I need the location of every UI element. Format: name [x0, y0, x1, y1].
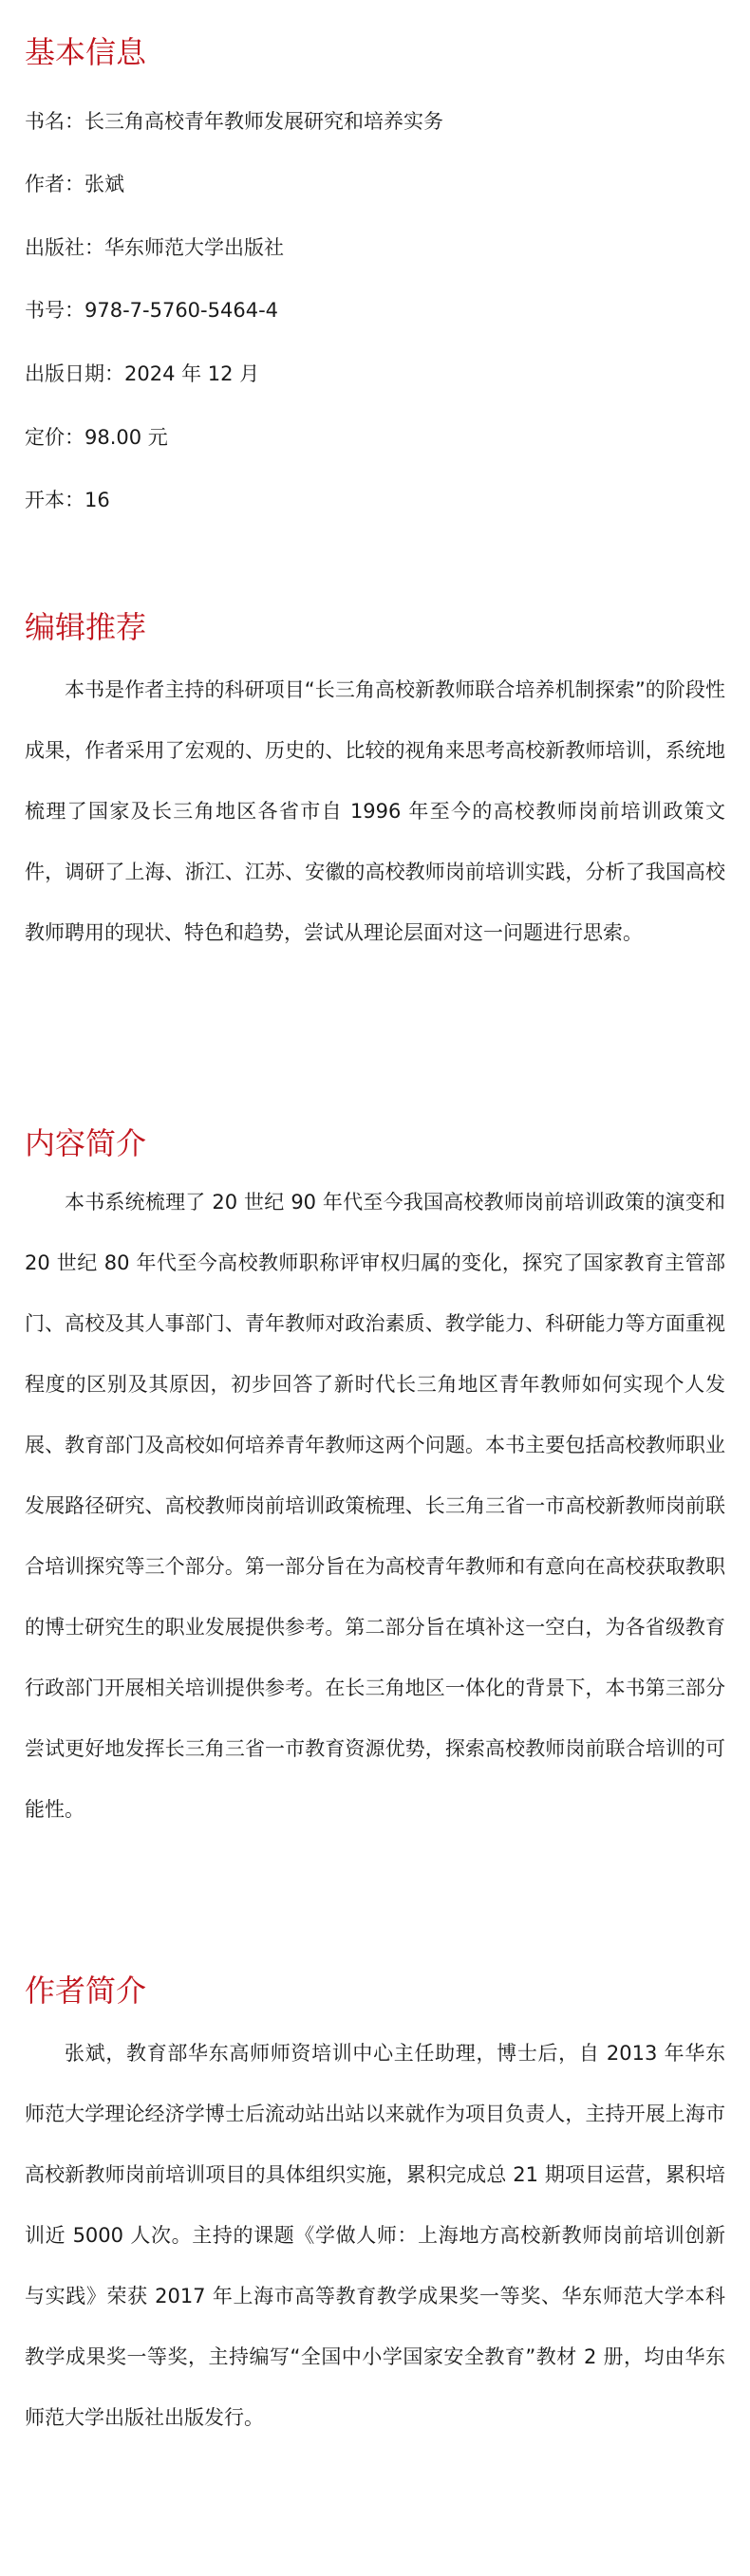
author-intro-heading: 作者简介 [25, 1973, 147, 2009]
editor-recommend-heading: 编辑推荐 [25, 609, 147, 645]
publish-date-line: 出版日期：2024 年 12 月 [25, 362, 260, 385]
editor-recommend-paragraph: 本书是作者主持的科研项目“长三角高校新教师联合培养机制探索”的阶段性成果，作者采用了宏观的、历史的、比较的视角来思考高校新教师培训，系统地梳理了国家及长三角地区各省市自 1996 年至今的高校教师岗前培训政策文件，调研了上海、浙江、江苏、安徽的高校教师岗前培训实践，分析了我国高校教师聘用的现状、特色和趋势，尝试从理论层面对这一问题进行思索。 [25, 678, 725, 944]
isbn-line: 书号：978-7-5760-5464-4 [25, 299, 279, 322]
author-line: 作者：张斌 [25, 173, 124, 195]
content-intro-paragraph: 本书系统梳理了 20 世纪 90 年代至今我国高校教师岗前培训政策的演变和 20 世纪 80 年代至今高校教师职称评审权归属的变化，探究了国家教育主管部门、高校及其人事部门、青年教师对政治素质、教学能力、科研能力等方面重视程度的区别及其原因，初步回答了新时代长三角地区青年教师如何实现个人发展、教育部门及高校如何培养青年教师这两个问题。本书主要包括高校教师职业发展路径研究、高校教师岗前培训政策梳理、长三角三省一市高校新教师岗前联合培训探究等三个部分。第一部分旨在为高校青年教师和有意向在高校获取教职的博士研究生的职业发展提供参考。第二部分旨在填补这一空白，为各省级教育行政部门开展相关培训提供参考。在长三角地区一体化的背景下，本书第三部分尝试更好地发挥长三角三省一市教育资源优势，探索高校教师岗前联合培训的可能性。 [25, 1191, 725, 1821]
format-line: 开本：16 [25, 489, 110, 511]
price-line: 定价：98.00 元 [25, 426, 168, 449]
book-title-line: 书名：长三角高校青年教师发展研究和培养实务 [25, 110, 443, 133]
basic-info-heading: 基本信息 [25, 34, 147, 70]
author-intro-paragraph: 张斌，教育部华东高师师资培训中心主任助理，博士后，自 2013 年华东师范大学理论经济学博士后流动站出站以来就作为项目负责人，主持开展上海市高校新教师岗前培训项目的具体组织实施，累积完成总 21 期项目运营，累积培训近 5000 人次。主持的课题《学做人师：上海地方高校新教师岗前培训创新与实践》荣获 2017 年上海市高等教育教学成果奖一等奖、华东师范大学本科教学成果奖一等奖，主持编写“全国中小学国家安全教育”教材 2 册，均由华东师范大学出版社出版发行。 [25, 2042, 725, 2429]
publisher-line: 出版社：华东师范大学出版社 [25, 236, 284, 259]
content-intro-heading: 内容简介 [25, 1125, 147, 1161]
